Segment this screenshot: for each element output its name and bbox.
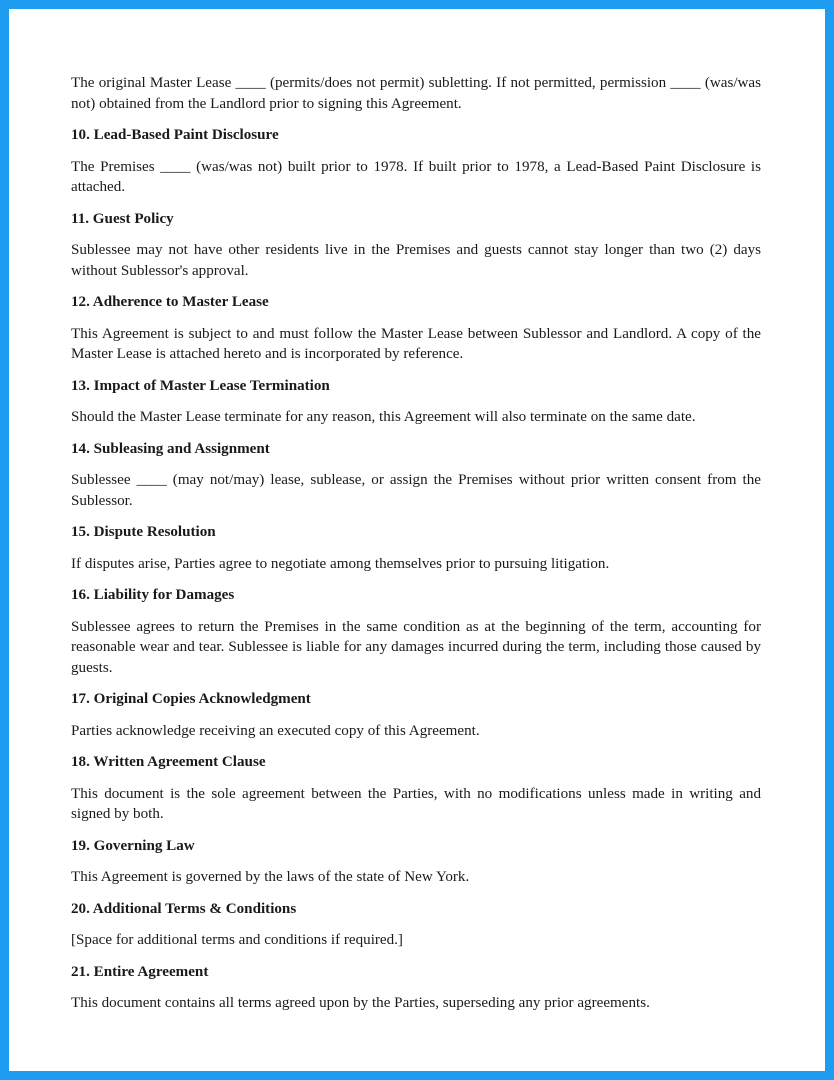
section-heading-lead-paint: 10. Lead-Based Paint Disclosure [71,127,279,143]
section-body-adherence: This Agreement is subject to and must follow the Master Lease between Sublessor and Landlord. A copy of the Master Lease is attached hereto and is incorporated by reference. [71,325,761,362]
section-body-dispute: If disputes arise, Parties agree to negotiate among themselves prior to pursuing litigation. [71,555,610,572]
section-heading-copies: 17. Original Copies Acknowledgment [71,691,311,707]
section-body-termination: Should the Master Lease terminate for any reason, this Agreement will also terminate on the same date. [71,409,696,425]
section-body-governing-law: This Agreement is governed by the laws of the state of New York. [71,869,470,885]
section-body-liability: Sublessee agrees to return the Premises in the same condition as at the beginning of the term, accounting for reasonable wear and tear. Sublessee is liable for any damages incurred during the term, including those caused by guests. [71,618,761,676]
section-heading-adherence: 12. Adherence to Master Lease [71,294,269,310]
document-body [71,73,761,1014]
section-heading-entire-agreement: 21. Entire Agreement [71,963,209,980]
section-heading-governing-law: 19. Governing Law [71,837,195,854]
section-heading-guest-policy: 11. Guest Policy [71,210,174,227]
section-body-additional-terms: [Space for additional terms and conditions if required.] [71,932,403,948]
section-body-written-agreement: This document is the sole agreement between the Parties, with no modifications unless made in writing and signed by both. [71,785,761,822]
section-heading-written-agreement: 18. Written Agreement Clause [71,754,266,770]
section-heading-termination: 13. Impact of Master Lease Termination [71,377,330,394]
section-heading-dispute: 15. Dispute Resolution [71,524,216,540]
section-heading-additional-terms: 20. Additional Terms & Conditions [71,900,297,917]
section-body-copies: Parties acknowledge receiving an executed copy of this Agreement. [71,722,480,739]
intro-paragraph: The original Master Lease ____ (permits/does not permit) subletting. If not permitted, permission ____ (was/was not) obtained from the Landlord prior to signing this Agreement. [71,75,761,112]
section-body-guest-policy: Sublessee may not have other residents live in the Premises and guests cannot stay longer than two (2) days without Sublessor's approval. [71,242,761,279]
section-heading-liability: 16. Liability for Damages [71,587,235,603]
section-body-lead-paint: The Premises ____ (was/was not) built prior to 1978. If built prior to 1978, a Lead-Based Paint Disclosure is attached. [71,158,761,195]
section-heading-subleasing: 14. Subleasing and Assignment [71,440,270,457]
section-body-subleasing: Sublessee ____ (may not/may) lease, sublease, or assign the Premises without prior written consent from the Sublessor. [71,472,761,509]
section-body-entire-agreement: This document contains all terms agreed upon by the Parties, superseding any prior agreements. [71,995,650,1011]
